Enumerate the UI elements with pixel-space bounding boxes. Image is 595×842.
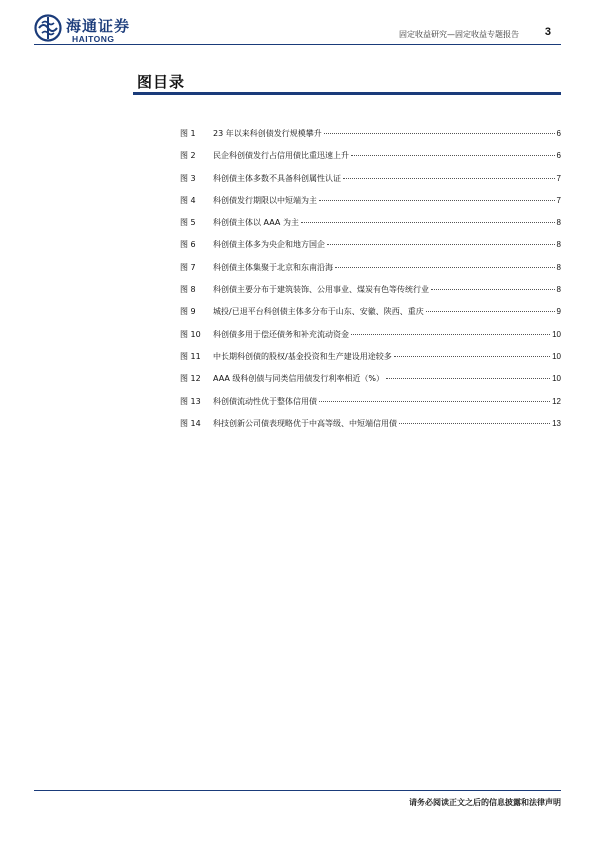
haitong-logo <box>34 14 144 46</box>
logo-chinese-name: 海通证券 <box>66 17 131 35</box>
figure-page: 10 <box>552 374 561 384</box>
legal-disclaimer: 请务必阅读正文之后的信息披露和法律声明 <box>409 798 561 807</box>
page-number: 3 <box>544 26 551 38</box>
figure-number: 图 5 <box>180 218 196 228</box>
toc-entry[interactable] <box>180 150 561 172</box>
dot-leader <box>319 200 555 201</box>
figure-page: 8 <box>556 285 561 295</box>
dot-leader <box>399 423 550 424</box>
dot-leader <box>327 244 555 245</box>
figure-title: 科创债流动性优于整体信用债 <box>213 396 317 406</box>
figure-title: 科创债主体多为央企和地方国企 <box>213 240 325 250</box>
figure-number: 图 3 <box>180 173 196 183</box>
figure-page: 7 <box>556 173 561 183</box>
figure-number: 图 11 <box>180 351 201 361</box>
dot-leader <box>351 155 555 156</box>
figure-title: 城投/已退平台科创债主体多分布于山东、安徽、陕西、重庆 <box>213 307 424 317</box>
header-divider <box>34 44 561 45</box>
dot-leader <box>319 401 550 402</box>
figure-title: AAA 级科创债与同类信用债发行利率相近（%） <box>213 374 385 384</box>
footer-divider <box>34 790 561 791</box>
toc-entry[interactable] <box>180 284 561 306</box>
figure-title: 科创债主要分布于建筑装饰、公用事业、煤炭有色等传统行业 <box>213 285 429 295</box>
figure-page: 9 <box>556 307 561 317</box>
dot-leader <box>431 289 555 290</box>
figure-number: 图 13 <box>180 396 201 406</box>
figure-page: 6 <box>556 151 561 161</box>
toc-entry[interactable] <box>180 128 561 150</box>
figure-number: 图 9 <box>180 307 196 317</box>
dot-leader <box>426 311 555 312</box>
figure-title: 民企科创债发行占信用债比重迅速上升 <box>213 151 349 161</box>
figure-number: 图 10 <box>180 329 201 339</box>
dot-leader <box>394 356 550 357</box>
dot-leader <box>301 222 555 223</box>
figure-title: 科创债发行期限以中短端为主 <box>213 195 317 205</box>
toc-entry[interactable] <box>180 373 561 395</box>
toc-entry[interactable] <box>180 306 561 328</box>
toc-entry[interactable] <box>180 396 561 418</box>
figure-page: 8 <box>556 262 561 272</box>
figure-page: 12 <box>552 396 561 406</box>
figure-page: 10 <box>552 329 561 339</box>
figure-page: 8 <box>556 240 561 250</box>
figure-title: 科创债多用于偿还债务和补充流动资金 <box>213 329 349 339</box>
toc-entry[interactable] <box>180 351 561 373</box>
figure-number: 图 6 <box>180 240 196 250</box>
figure-page: 6 <box>556 129 561 138</box>
report-type: 固定收益研究—固定收益专题报告 <box>399 30 519 39</box>
dot-leader <box>343 178 555 179</box>
figure-title: 科创债主体集聚于北京和东南沿海 <box>213 262 333 272</box>
toc-heading-underline <box>133 92 561 95</box>
logo-english-name: HAITONG <box>72 34 115 44</box>
toc-entry[interactable] <box>180 262 561 284</box>
toc-entry[interactable] <box>180 173 561 195</box>
toc-entry[interactable] <box>180 195 561 217</box>
toc-entry[interactable] <box>180 418 561 440</box>
figure-page: 13 <box>552 418 561 428</box>
dot-leader <box>335 267 555 268</box>
figure-page: 7 <box>556 195 561 205</box>
figure-number: 图 12 <box>180 374 201 384</box>
figure-list <box>180 128 561 440</box>
figure-number: 图 7 <box>180 262 196 272</box>
figure-number: 图 1 <box>180 129 196 138</box>
dot-leader <box>386 378 550 379</box>
figure-title: 科创债主体以 AAA 为主 <box>213 218 299 228</box>
figure-page: 10 <box>552 351 561 361</box>
figure-number: 图 2 <box>180 151 196 161</box>
figure-page: 8 <box>556 218 561 228</box>
figure-number: 图 4 <box>180 195 196 205</box>
dot-leader <box>324 133 555 134</box>
figure-title: 中长期科创债的股权/基金投资和生产建设用途较多 <box>213 351 392 361</box>
figure-number: 图 14 <box>180 418 201 428</box>
figure-title: 科技创新公司债表现略优于中高等级、中短端信用债 <box>213 418 397 428</box>
figure-title: 科创债主体多数不具备科创属性认证 <box>213 173 341 183</box>
toc-entry[interactable] <box>180 239 561 261</box>
figure-title: 23 年以来科创债发行规模攀升 <box>213 129 322 138</box>
toc-heading: 图目录 <box>137 73 186 91</box>
haitong-emblem-icon <box>34 14 62 42</box>
toc-entry[interactable] <box>180 329 561 351</box>
dot-leader <box>351 334 550 335</box>
figure-number: 图 8 <box>180 285 196 295</box>
toc-entry[interactable] <box>180 217 561 239</box>
